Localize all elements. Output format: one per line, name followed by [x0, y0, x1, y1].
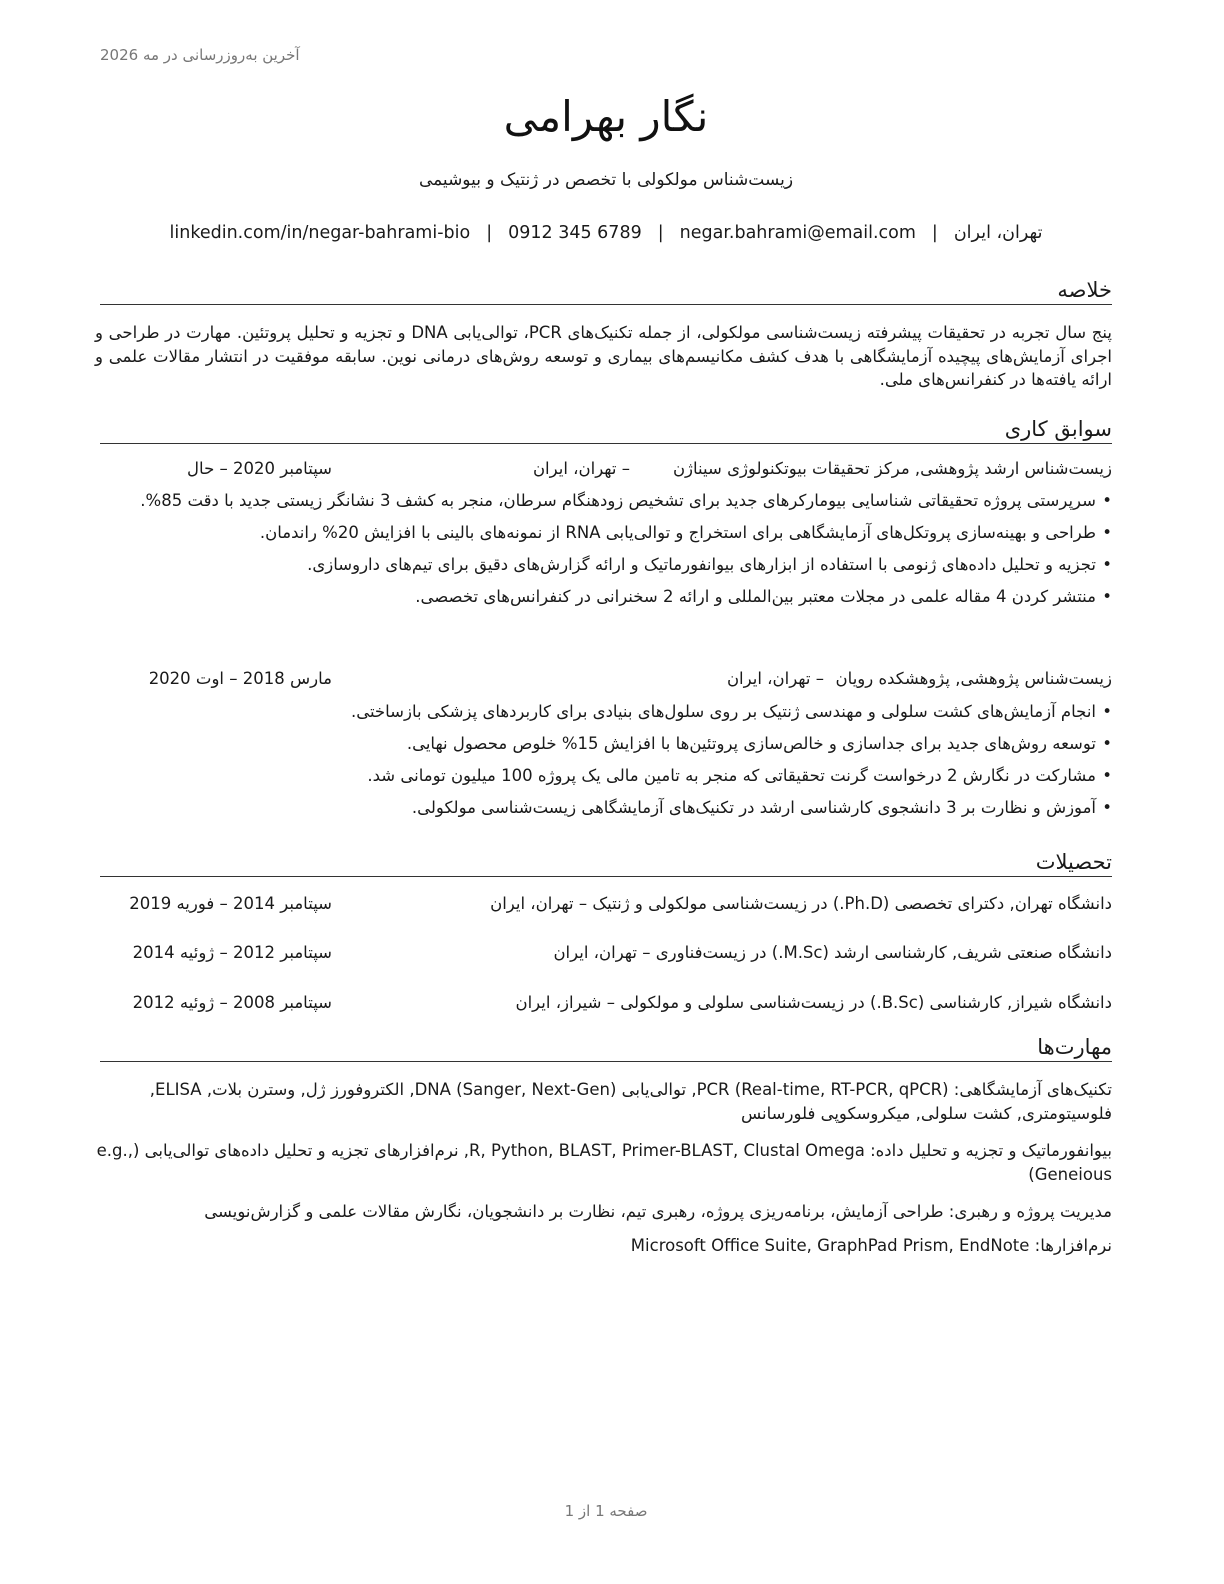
list-item: • منتشر کردن 4 مقاله علمی در مجلات معتبر بین‌المللی و ارائه 2 سخنرانی در کنفرانس‌های تخصصی. — [100, 585, 1112, 608]
contact-phone[interactable]: 0912 345 6789 — [508, 223, 642, 243]
job-date: سپتامبر 2020 – حال — [187, 459, 332, 478]
job-header — [100, 669, 1112, 693]
list-item: • آموزش و نظارت بر 3 دانشجوی کارشناسی ارشد در تکنیک‌های آزمایشگاهی زیست‌شناسی مولکولی. — [100, 796, 1112, 819]
contact-separator: | — [657, 223, 664, 243]
education-row — [100, 894, 1112, 918]
job-bullets — [100, 489, 1112, 608]
page-footer: صفحه 1 از 1 — [564, 1502, 648, 1520]
summary-text: پنج سال تجربه در تحقیقات پیشرفته زیست‌شناسی مولکولی، از جمله تکنیک‌های PCR، توالی‌یابی DNA و تجزیه و تحلیل پروتئین. مهارت در طراحی و اجرای آزمایش‌های پیچیده آزمایشگاهی با هدف کشف مکانیسم‌های بیماری و توسعه روش‌های درمانی نوین. سابقه موفقیت در انتشار مقالات علمی و ارائه یافته‌ها در کنفرانس‌های ملی. — [95, 323, 1112, 389]
contact-separator: | — [931, 223, 938, 243]
contact-linkedin[interactable]: linkedin.com/in/negar-bahrami-bio — [169, 223, 471, 243]
list-item: • تجزیه و تحلیل داده‌های ژنومی با استفاده از ابزارهای بیوانفورماتیک و ارائه گزارش‌های دقیق برای تیم‌های داروسازی. — [100, 553, 1112, 576]
skill-item: نرم‌افزارها: Microsoft Office Suite, GraphPad Prism, EndNote — [630, 1236, 1112, 1255]
contact-separator: | — [486, 223, 493, 243]
education-date: سپتامبر 2014 – فوریه 2019 — [129, 894, 332, 913]
last-updated: آخرین به‌روزرسانی در مه 2026 — [100, 46, 300, 64]
skill-item: تکنیک‌های آزمایشگاهی: PCR (Real-time, RT-PCR, qPCR), توالی‌یابی DNA (Sanger, Next-Gen), الکتروفورز ژل, وسترن بلات, ELISA, فلوسیتومتری, کشت سلولی, میکروسکوپی فلورسانس — [149, 1080, 1112, 1123]
contact-location: تهران، ایران — [953, 223, 1043, 243]
job-location: – تهران، ایران — [532, 459, 630, 478]
job-role: زیست‌شناس ارشد پژوهشی, مرکز تحقیقات بیوتکنولوژی سیناژن — [672, 459, 1112, 478]
subtitle: زیست‌شناس مولکولی با تخصص در ژنتیک و بیوشیمی — [418, 170, 794, 190]
list-item: • انجام آزمایش‌های کشت سلولی و مهندسی ژنتیک بر روی سلول‌های بنیادی برای کاربردهای پزشکی بازساختی. — [100, 700, 1112, 723]
list-item: • سرپرستی پروژه تحقیقاتی شناسایی بیومارکرهای جدید برای تشخیص زودهنگام سرطان، منجر به کشف 3 نشانگر زیستی جدید با دقت 85%. — [95, 489, 1112, 512]
list-item: • مشارکت در نگارش 2 درخواست گرنت تحقیقاتی که منجر به تامین مالی یک پروژه 100 میلیون تومانی شد. — [100, 764, 1112, 787]
education-row — [100, 943, 1112, 967]
resume-page — [95, 0, 1112, 1584]
section-title-education: تحصیلات — [100, 850, 1112, 877]
education-date: سپتامبر 2008 – ژوئیه 2012 — [132, 993, 332, 1012]
skill-item: مدیریت پروژه و رهبری: طراحی آزمایش، برنامه‌ریزی پروژه، رهبری تیم، نظارت بر دانشجویان، نگارش مقالات علمی و گزارش‌نویسی — [204, 1202, 1112, 1221]
section-title-skills: مهارت‌ها — [100, 1035, 1112, 1062]
list-item: • طراحی و بهینه‌سازی پروتکل‌های آزمایشگاهی برای استخراج و توالی‌یابی RNA از نمونه‌های بالینی با افزایش 20% راندمان. — [100, 521, 1112, 544]
job-header — [100, 459, 1112, 483]
list-item: • توسعه روش‌های جدید برای جداسازی و خالص‌سازی پروتئین‌ها با افزایش 15% خلوص محصول نهایی. — [100, 732, 1112, 755]
job-role: زیست‌شناس پژوهشی, پژوهشکده رویان — [835, 669, 1112, 688]
contact-line — [100, 223, 1112, 243]
job-date: مارس 2018 – اوت 2020 — [148, 669, 332, 688]
education-degree: دانشگاه تهران, دکترای تخصصی (Ph.D.) در زیست‌شناسی مولکولی و ژنتیک – تهران، ایران — [490, 894, 1112, 913]
page-title: نگار بهرامی — [503, 92, 709, 141]
skill-item: بیوانفورماتیک و تجزیه و تحلیل داده: R, Python, BLAST, Primer-BLAST, Clustal Omega, نرم‌افزارهای تجزیه و تحلیل داده‌های توالی‌یابی (e.g., Geneious) — [96, 1141, 1112, 1184]
job-bullets — [100, 700, 1112, 819]
education-degree: دانشگاه صنعتی شریف, کارشناسی ارشد (M.Sc.) در زیست‌فناوری – تهران، ایران — [553, 943, 1112, 962]
job-location: – تهران، ایران — [726, 669, 824, 688]
education-row — [100, 993, 1112, 1017]
section-title-experience: سوابق کاری — [100, 417, 1112, 444]
education-degree: دانشگاه شیراز, کارشناسی (B.Sc.) در زیست‌شناسی سلولی و مولکولی – شیراز، ایران — [515, 993, 1112, 1012]
contact-email[interactable]: negar.bahrami@email.com — [679, 223, 916, 243]
education-date: سپتامبر 2012 – ژوئیه 2014 — [132, 943, 332, 962]
section-title-summary: خلاصه — [100, 278, 1112, 305]
